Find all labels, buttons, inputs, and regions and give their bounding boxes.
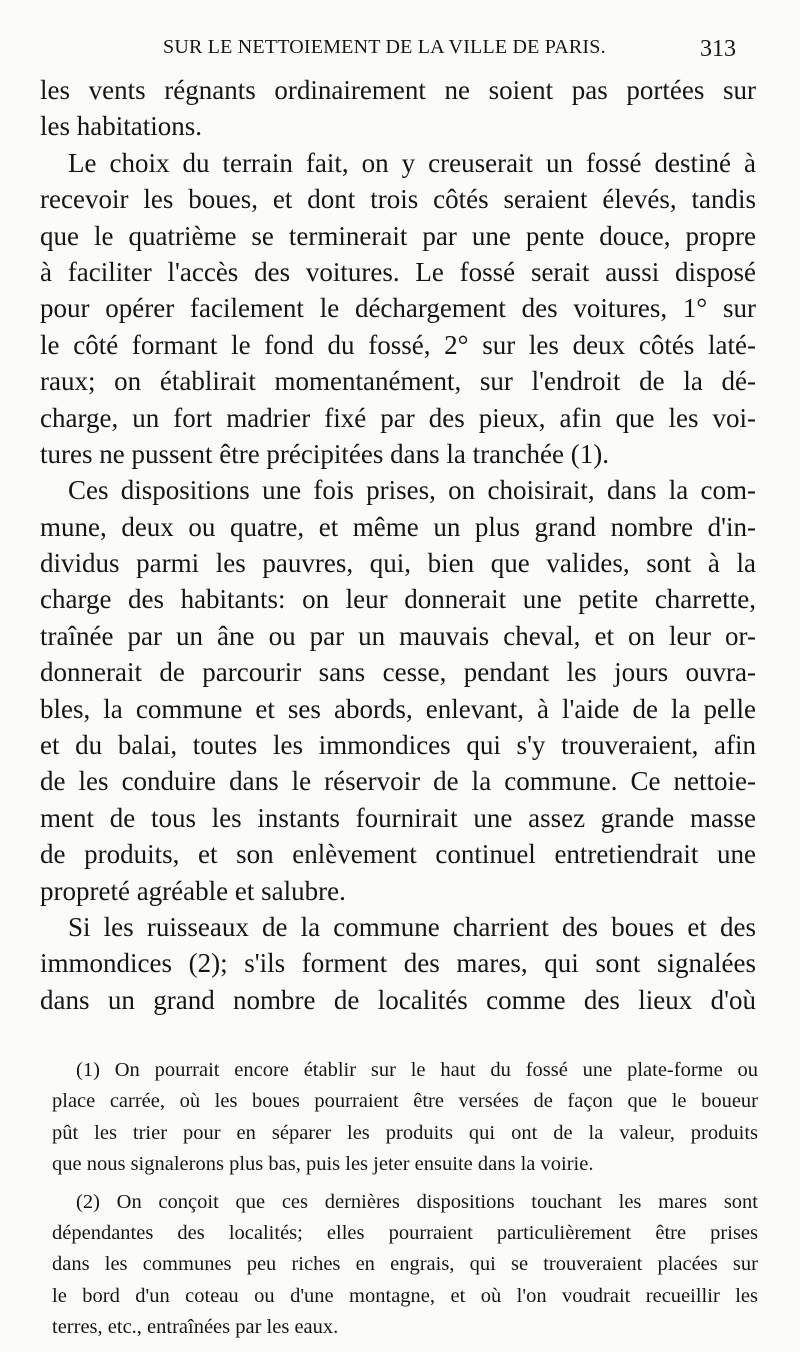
footnote-2: [52, 1187, 758, 1344]
footnote-line: (1) On pourrait encore établir sur le haut du fossé une plate-forme ou: [76, 1059, 758, 1081]
text-line: de produits, et son enlèvement continuel entretiendrait une: [40, 839, 756, 870]
text-line: à faciliter l'accès des voitures. Le fossé serait aussi disposé: [40, 256, 756, 287]
footnote-line: le bord d'un coteau ou d'une montagne, et où l'on voudrait recueillir les: [52, 1284, 758, 1307]
text-line: et du balai, toutes les immondices qui s'y trouveraient, afin: [40, 730, 756, 761]
text-line: Si les ruisseaux de la commune charrient des boues et des: [68, 911, 756, 942]
footnote-line: terres, etc., entraînées par les eaux.: [52, 1316, 339, 1339]
footnote-line: pût les trier pour en séparer les produits qui ont de la valeur, produits: [52, 1121, 758, 1144]
footnote-line: que nous signalerons plus bas, puis les jeter ensuite dans la voirie.: [52, 1153, 594, 1176]
running-title: SUR LE NETTOIEMENT DE LA VILLE DE PARIS.: [163, 36, 606, 58]
footnotes: [52, 1055, 758, 1344]
text-line: Le choix du terrain fait, on y creuserait un fossé destiné à: [68, 147, 756, 178]
text-line: les vents régnants ordinairement ne soient pas portées sur: [40, 75, 756, 105]
text-line: raux; on établirait momentanément, sur l'endroit de la dé-: [40, 366, 756, 397]
page-header: [0, 32, 800, 68]
text-line: traînée par un âne ou par un mauvais cheval, et on leur or-: [40, 620, 756, 651]
footnote-line: dans les communes peu riches en engrais, qui se trouveraient placées sur: [52, 1253, 758, 1276]
footnote-line: place carrée, où les boues pourraient être versées de façon que le boueur: [52, 1090, 758, 1113]
footnote-1: [52, 1055, 758, 1181]
text-line: mune, deux ou quatre, et même un plus grand nombre d'in-: [40, 511, 756, 542]
text-line: charge, un fort madrier fixé par des pieux, afin que les voi-: [40, 402, 756, 433]
text-line: recevoir les boues, et dont trois côtés seraient élevés, tandis: [40, 184, 756, 215]
text-line: tures ne pussent être précipitées dans la tranchée (1).: [40, 438, 610, 469]
text-line: le côté formant le fond du fossé, 2° sur les deux côtés laté-: [40, 329, 756, 360]
text-line: immondices (2); s'ils forment des mares, qui sont signalées: [40, 948, 756, 979]
text-line: dans un grand nombre de localités comme des lieux d'où: [40, 984, 756, 1015]
text-line: ment de tous les instants fournirait une assez grande masse: [40, 802, 756, 833]
text-line: bles, la commune et ses abords, enlevant, à l'aide de la pelle: [40, 693, 756, 724]
text-line: pour opérer facilement le déchargement des voitures, 1° sur: [40, 293, 756, 324]
text-line: de les conduire dans le réservoir de la commune. Ce nettoie-: [40, 766, 756, 797]
text-line: dividus parmi les pauvres, qui, bien que valides, sont à la: [40, 548, 756, 579]
text-line: que le quatrième se terminerait par une pente douce, propre: [40, 220, 756, 251]
text-line: donnerait de parcourir sans cesse, pendant les jours ouvra-: [40, 657, 756, 688]
text-line: charge des habitants: on leur donnerait une petite charrette,: [40, 584, 756, 615]
text-line: les habitations.: [40, 111, 202, 142]
text-line: Ces dispositions une fois prises, on choisirait, dans la com-: [68, 475, 756, 506]
body-text: [40, 72, 756, 1018]
text-line: propreté agréable et salubre.: [40, 875, 346, 906]
footnote-line: dépendantes des localités; elles pourraient particulièrement être prises: [52, 1221, 758, 1244]
page-number: 313: [700, 36, 736, 62]
footnote-line: (2) On conçoit que ces dernières dispositions touchant les mares sont: [76, 1190, 758, 1213]
